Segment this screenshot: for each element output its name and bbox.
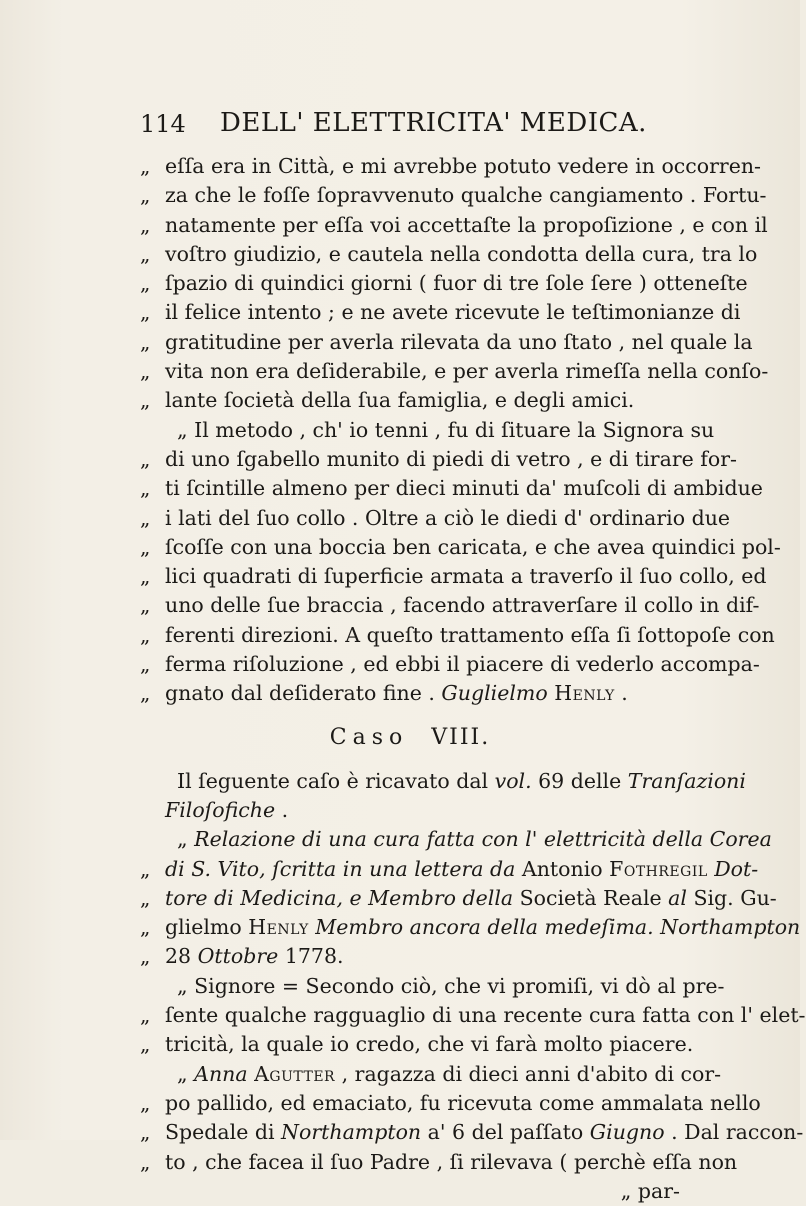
quote-mark: „ xyxy=(140,271,151,296)
line-text: „ Il metodo , ch' io tenni , fu di ſituare la Signora su xyxy=(177,417,715,442)
quote-mark xyxy=(140,767,165,796)
text-line xyxy=(140,328,753,357)
line-text: i lati del ſuo collo . Oltre a ciò le diedi d' ordinario due xyxy=(165,505,731,530)
paragraph-block-2 xyxy=(140,767,806,1206)
quote-mark xyxy=(140,796,165,825)
quote-mark: „ xyxy=(140,593,151,618)
line-text: ti ſcintille almeno per dieci minuti da' muſcoli di ambidue xyxy=(165,476,763,501)
quote-mark: „ xyxy=(140,183,151,208)
text-line xyxy=(140,621,775,650)
quote-mark xyxy=(140,416,165,445)
line-text: gratitudine per averla rilevata da uno ſtato , nel quale la xyxy=(165,329,753,354)
line-text: uno delle ſue braccia , facendo attraverſare il collo in dif- xyxy=(165,593,760,618)
text-line xyxy=(140,972,725,1001)
quote-mark: „ xyxy=(140,534,151,559)
text-line xyxy=(140,1148,738,1177)
line-text: po pallido, ed emaciato, fu ricevuta come ammalata nello xyxy=(165,1090,761,1115)
case-numeral: VIII. xyxy=(431,724,491,750)
text-line xyxy=(140,445,737,474)
text-line xyxy=(140,679,680,708)
quote-mark: „ xyxy=(140,1120,151,1145)
text-line xyxy=(140,825,772,854)
page-number: 114 xyxy=(140,110,186,138)
line-text: za che le foſſe ſopravvenuto qualche cangiamento . Fortu- xyxy=(165,183,767,208)
text-line xyxy=(140,796,680,825)
case-heading xyxy=(140,709,680,767)
text-line xyxy=(140,591,760,620)
case-word: Caso xyxy=(329,724,409,750)
line-text: tricità, la quale io credo, che vi farà molto piacere. xyxy=(165,1032,694,1057)
line-text: voſtro giudizio, e cautela nella condotta della cura, tra lo xyxy=(165,241,758,266)
text-line xyxy=(140,474,763,503)
quote-mark: „ xyxy=(140,212,151,237)
line-text: il felice intento ; e ne avete ricevute le teſtimonianze di xyxy=(165,300,741,325)
quote-mark: „ xyxy=(140,681,151,706)
line-text: glielmo Henly Membro ancora della medeſima. Northampton xyxy=(165,915,801,940)
text-line xyxy=(140,416,715,445)
text-line xyxy=(140,240,758,269)
line-text: di uno ſgabello munito di piedi di vetro , e di tirare for- xyxy=(165,446,737,471)
quote-mark: „ xyxy=(140,1090,151,1115)
quote-mark: „ xyxy=(140,1003,151,1028)
quote-mark: „ xyxy=(140,446,151,471)
text-line xyxy=(140,1001,806,1030)
line-text: eſſa era in Città, e mi avrebbe potuto vedere in occorren- xyxy=(165,154,761,178)
line-text: „ Relazione di una cura fatta con l' elettricità della Corea xyxy=(177,827,772,852)
text-line xyxy=(140,855,759,884)
text-line xyxy=(140,152,761,181)
line-text: di S. Vito, ſcritta in una lettera da Antonio Fothregil Dot- xyxy=(165,856,759,881)
line-text: natamente per eſſa voi accettaſte la propoſizione , e con il xyxy=(165,212,768,237)
text-line xyxy=(140,504,731,533)
text-line xyxy=(140,1089,761,1118)
text-line xyxy=(140,942,680,971)
text-line xyxy=(140,884,777,913)
quote-mark: „ xyxy=(140,1149,151,1174)
line-text: lante ſocietà della ſua famiglia, e degli amici. xyxy=(165,388,635,413)
text-line xyxy=(140,913,801,942)
text-line xyxy=(140,357,769,386)
text-line xyxy=(140,298,741,327)
quote-mark: „ xyxy=(140,359,151,384)
line-text: ferenti direzioni. A queſto trattamento eſſa ſi ſottopoſe con xyxy=(165,622,775,647)
line-text: 28 Ottobre 1778. xyxy=(165,944,344,969)
page-header xyxy=(140,108,670,148)
text-line xyxy=(140,533,781,562)
text-line xyxy=(140,1030,694,1059)
quote-mark: „ xyxy=(140,564,151,589)
quote-mark: „ xyxy=(140,1032,151,1057)
quote-mark xyxy=(140,972,165,1001)
line-text: Filoſofiche . xyxy=(165,797,289,822)
quote-mark: „ xyxy=(140,329,151,354)
line-text: Spedale di Northampton a' 6 del paſſato Giugno . Dal raccon- xyxy=(165,1120,804,1145)
quote-mark: „ xyxy=(140,388,151,413)
text-line xyxy=(140,386,680,415)
line-text: „ Anna Agutter , ragazza di dieci anni d'abito di cor- xyxy=(177,1061,722,1086)
quote-mark: „ xyxy=(140,944,151,969)
paragraph-block-1 xyxy=(140,152,781,709)
quote-mark: „ xyxy=(140,300,151,325)
line-text: gnato dal deſiderato fine . Guglielmo Henly . xyxy=(165,681,628,706)
line-text: ſpazio di quindici giorni ( fuor di tre ſole ſere ) otteneſte xyxy=(165,271,748,296)
line-text: Il ſeguente caſo è ricavato dal vol. 69 delle Tranſazioni xyxy=(177,768,746,793)
text-line xyxy=(140,1177,680,1206)
quote-mark: „ xyxy=(140,622,151,647)
quote-mark: „ xyxy=(140,241,151,266)
quote-mark xyxy=(140,1060,165,1089)
quote-mark: „ xyxy=(140,154,151,178)
text-line xyxy=(140,562,767,591)
line-text: „ Signore = Secondo ciò, che vi promiſi, vi dò al pre- xyxy=(177,973,725,998)
text-line xyxy=(140,181,767,210)
line-text: ferma riſoluzione , ed ebbi il piacere di vederlo accompa- xyxy=(165,652,760,677)
text-line xyxy=(140,1060,722,1089)
quote-mark xyxy=(140,825,165,854)
quote-mark: „ xyxy=(140,915,151,940)
text-line xyxy=(140,767,746,796)
quote-mark: „ xyxy=(140,652,151,677)
line-text: tore di Medicina, e Membro della Società Reale al Sig. Gu- xyxy=(165,885,777,910)
quote-mark: „ xyxy=(140,505,151,530)
line-text: vita non era deſiderabile, e per averla rimeſſa nella conſo- xyxy=(165,359,769,384)
quote-mark: „ xyxy=(140,476,151,501)
quote-mark xyxy=(140,1177,165,1206)
line-text: ſcoſſe con una boccia ben caricata, e che avea quindici pol- xyxy=(165,534,781,559)
text-line xyxy=(140,211,768,240)
line-text: „ par- xyxy=(620,1178,680,1203)
line-text: ſente qualche ragguaglio di una recente cura fatta con l' elet- xyxy=(165,1003,806,1028)
line-text: lici quadrati di ſuperficie armata a traverſo il ſuo collo, ed xyxy=(165,564,767,589)
text-line xyxy=(140,269,748,298)
text-line xyxy=(140,1118,804,1147)
running-title: DELL' ELETTRICITA' MEDICA. xyxy=(220,108,647,138)
line-text: to , che facea il ſuo Padre , ſi rilevava ( perchè eſſa non xyxy=(165,1149,738,1174)
quote-mark: „ xyxy=(140,856,151,881)
quote-mark: „ xyxy=(140,885,151,910)
body-text xyxy=(140,152,806,1206)
text-line xyxy=(140,650,760,679)
